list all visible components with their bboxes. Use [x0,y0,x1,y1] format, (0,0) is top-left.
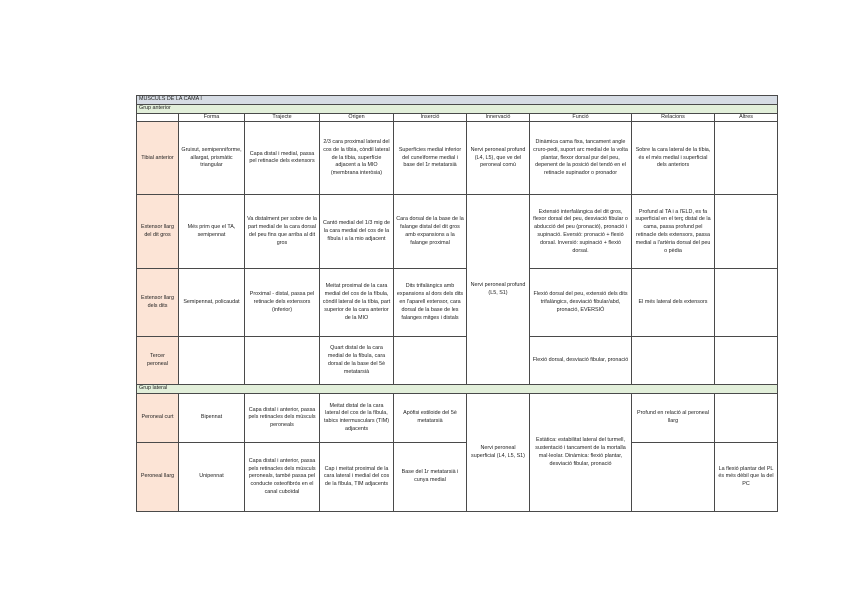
header-forma: Forma [179,113,245,122]
cell-origen: 2/3 cara proximal lateral del cos de la tíbia, còndil lateral de la tíbia, superfície adjacent a la MIO (membrana interòsia) [320,122,394,195]
cell-insercio: Superfícies medial inferior del cuneïforme medial i base del 1r metatarsià [394,122,467,195]
header-altres: Altres [715,113,778,122]
cell-insercio: Dits trifalàngics amb expansions al dors dels dits en l'aparell extensor, cara dorsal de la base de les falanges mitges i distals [394,269,467,337]
cell-funcio: Dinàmica cama fixa, tancament angle cruro-pedi, suport arc medial de la volta plantar, flexor dorsal pur del peu, depenent de la posició del tendó en el retinacle supinador o pronador [530,122,632,195]
cell-innervacio-merged: Nervi peroneal superficial (L4, L5, S1) [467,394,530,512]
header-innervacio: Innervació [467,113,530,122]
cell-relacions: Profund en relació al peroneal llarg [632,394,715,443]
cell-forma: Més prim que el TA, semipennat [179,195,245,269]
cell-trajecte: Proximal - distal, passa pel retinacle dels extensors (inferior) [245,269,320,337]
cell-relacions [632,443,715,512]
cell-insercio: Apòfisi estiloide del 5è metatarsià [394,394,467,443]
cell-altres [715,394,778,443]
cell-altres: La flexió plantar del PL és més dèbil que la del PC [715,443,778,512]
cell-forma: Gruixut, semipenniforme, allargat, prismàtic triangular [179,122,245,195]
muscle-name: Tibial anterior [137,122,179,195]
cell-altres [715,195,778,269]
cell-relacions [632,337,715,385]
cell-funcio: Flexió dorsal, desviació fibular, pronació [530,337,632,385]
header-insercio: Inserció [394,113,467,122]
header-corner [137,113,179,122]
table-row [137,337,778,385]
cell-altres [715,269,778,337]
cell-forma [179,337,245,385]
cell-trajecte [245,337,320,385]
cell-funcio-merged: Estàtica: estabilitat lateral del turmell, sustentació i tancament de la mortalla mal·leolar. Dinàmica: flexió plantar, desviació fibular, pronació [530,394,632,512]
cell-trajecte: Capa distal i medial, passa pel retinacle dels extensors [245,122,320,195]
cell-origen: Meitat distal de la cara lateral del cos de la fíbula, tabics intermusculars (TIM) adjacents [320,394,394,443]
table-row [137,269,778,337]
group-anterior-label: Grup anterior [137,104,778,113]
cell-trajecte: Capa distal i anterior, passa pels retinacles dels músculs peroneals [245,394,320,443]
table-row [137,195,778,269]
header-funcio: Funció [530,113,632,122]
cell-funcio: Extensió interfalàngica del dit gros, flexor dorsal del peu, desviació fibular o abducció del peu (pronació), pronació i supinació. Eversió: pronació + flexió dorsal. Inversió: supinació + flexió dorsal. [530,195,632,269]
cell-funcio: Flexió dorsal del peu, extensió dels dits trifalàngics, desviació fibular/abd, pronació, EVERSIÓ [530,269,632,337]
muscle-name: Peroneal llarg [137,443,179,512]
table-title: MÚSCULS DE LA CAMA I [137,96,778,105]
table-row [137,394,778,443]
cell-forma: Semipennat, policaudat [179,269,245,337]
muscle-name: Extensor llarg dels dits [137,269,179,337]
cell-origen: Cantó medial del 1/3 mig de la cara medial del cos de la fíbula i a la mio adjacent [320,195,394,269]
cell-insercio: Base del 1r metatarsià i cunya medial [394,443,467,512]
cell-trajecte: Va distalment per sobre de la part medial de la cara dorsal del peu fins que arriba al dit gros [245,195,320,269]
header-relacions: Relacions [632,113,715,122]
cell-relacions: Sobre la cara lateral de la tíbia, és el més medial i superficial dels anteriors [632,122,715,195]
muscle-name: Peroneal curt [137,394,179,443]
cell-altres [715,122,778,195]
cell-relacions: Profund al TA i a l'ELD, es fa superficial en el terç distal de la cama, passa profund pel retinacle dels extensors, passa medial a l'artèria dorsal del peu o pèdia [632,195,715,269]
table-row [137,122,778,195]
cell-origen: Meitat proximal de la cara medial del cos de la fíbula, còndil lateral de la tíbia, part superior de la cara anterior de la MIO [320,269,394,337]
muscle-name: Extensor llarg del dit gros [137,195,179,269]
cell-insercio: Cara dorsal de la base de la falange distal del dit gros amb expansions a la falange proximal [394,195,467,269]
header-origen: Origen [320,113,394,122]
cell-relacions: El més lateral dels extensors [632,269,715,337]
header-row [137,113,778,122]
header-trajecte: Trajecte [245,113,320,122]
cell-insercio [394,337,467,385]
cell-forma: Bipennat [179,394,245,443]
group-lateral-label: Grup lateral [137,385,778,394]
muscles-table [136,95,778,512]
table-row [137,443,778,512]
cell-innervacio: Nervi peroneal profund (L4, L5), que ve del peroneal comú [467,122,530,195]
cell-origen: Cap i meitat proximal de la cara lateral i medial del cos de la fíbula, TIM adjacents [320,443,394,512]
cell-innervacio-merged: Nervi peroneal profund (L5, S1) [467,195,530,385]
cell-trajecte: Capa distal i anterior, passa pels retinacles dels músculs peroneals, també passa pel conducte osteofibrós en el canal cuboïdal [245,443,320,512]
cell-altres [715,337,778,385]
cell-forma: Unipennat [179,443,245,512]
cell-origen: Quart distal de la cara medial de la fíbula, cara dorsal de la base del 5è metatarsià [320,337,394,385]
muscle-name: Tercer peroneal [137,337,179,385]
